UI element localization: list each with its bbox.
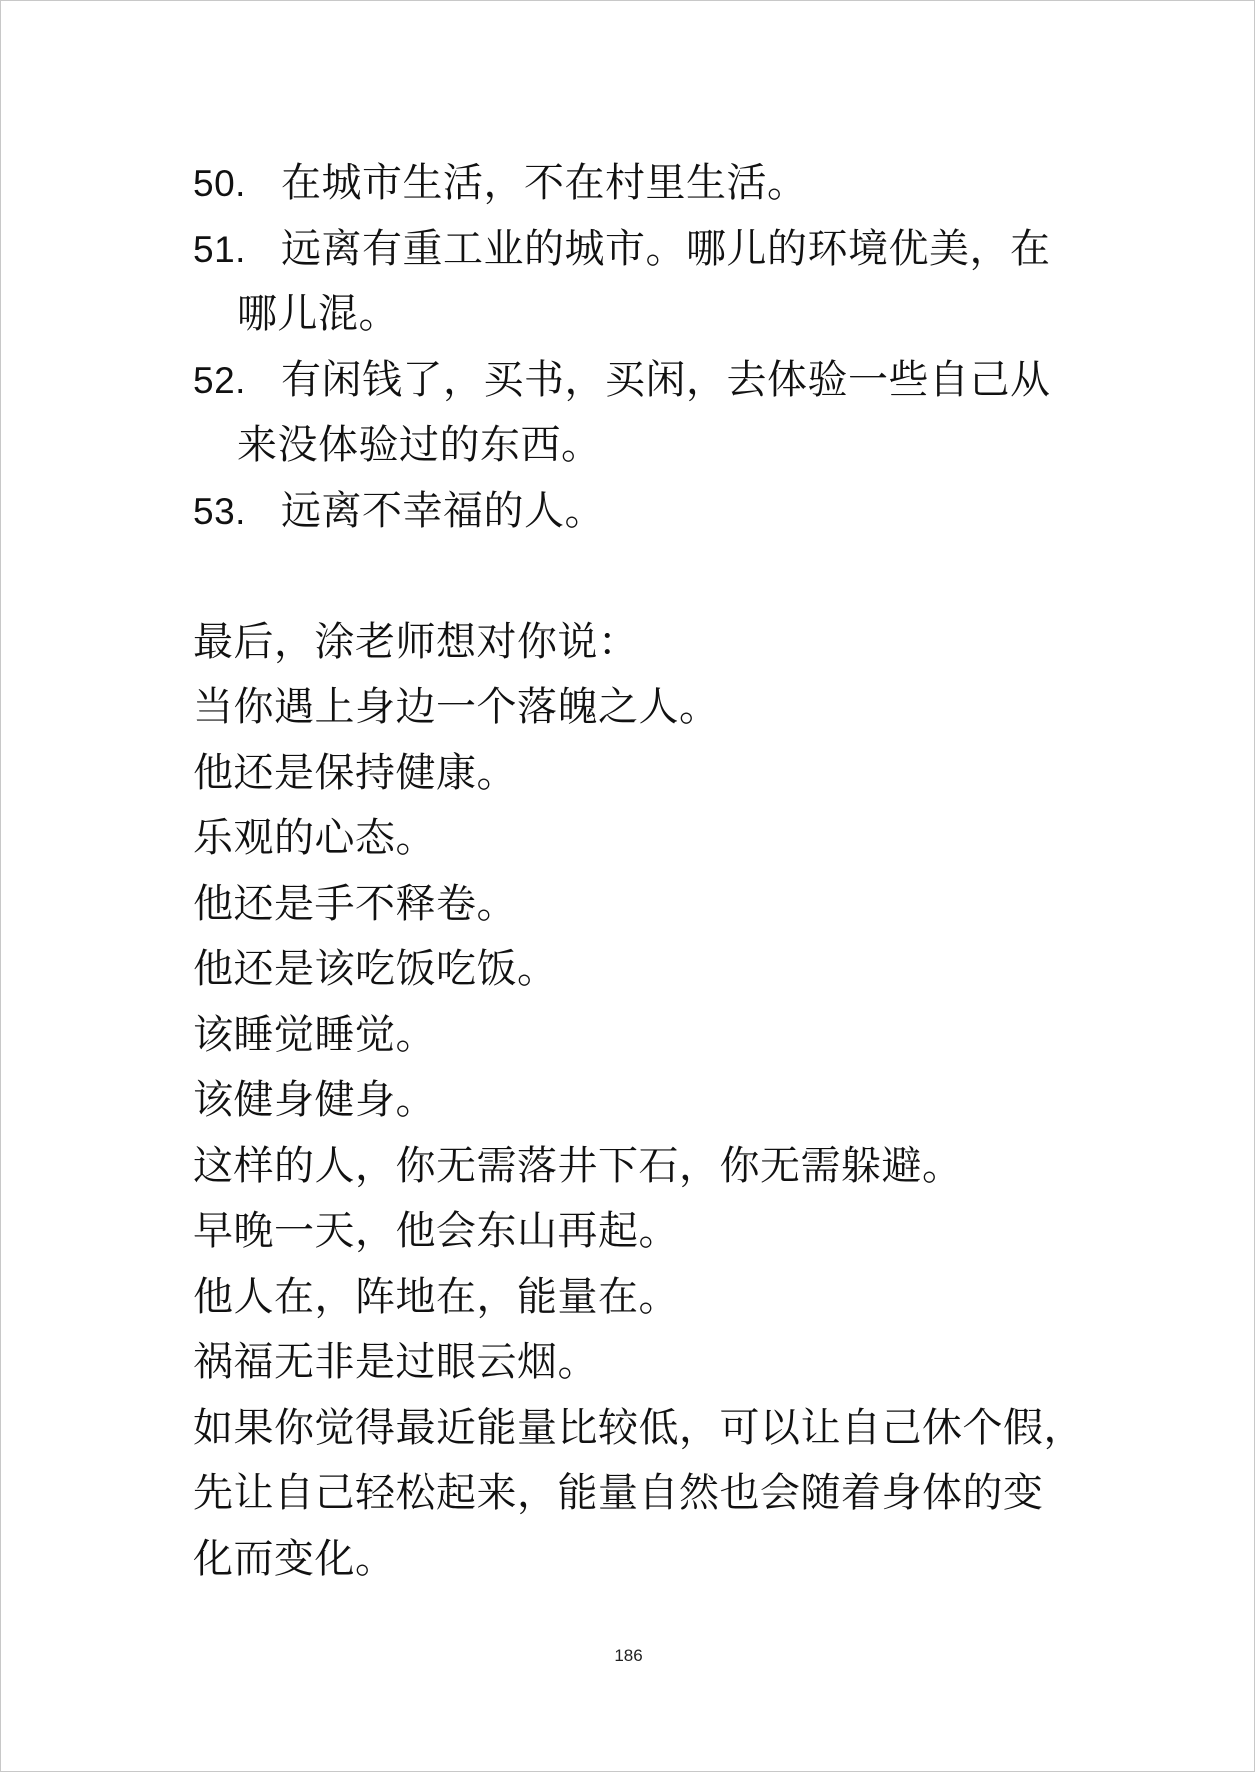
closing-line: 最后，涂老师想对你说：	[193, 618, 639, 665]
list-item-53	[193, 479, 1093, 545]
final-paragraph-line: 先让自己轻松起来，能量自然也会随着身体的变	[193, 1470, 1044, 1516]
closing-line: 他还是保持健康。	[193, 749, 517, 796]
page-content	[193, 151, 1093, 1592]
list-text: 在城市生活，不在村里生活。	[281, 160, 808, 206]
list-text: 远离有重工业的城市。哪儿的环境优美，在	[281, 225, 1051, 272]
list-number: 53.	[193, 490, 246, 532]
final-paragraph	[193, 1396, 1093, 1593]
list-text: 有闲钱了，买书，买闲，去体验一些自己从	[281, 356, 1051, 403]
list-text: 远离不幸福的人。	[281, 487, 605, 534]
closing-line: 当你遇上身边一个落魄之人。	[193, 684, 720, 730]
list-item-52	[193, 348, 1093, 479]
closing-line: 早晚一天，他会东山再起。	[193, 1208, 679, 1254]
list-number: 51.	[193, 228, 246, 270]
closing-line: 该睡觉睡觉。	[193, 1011, 436, 1058]
list-text-continuation: 来没体验过的东西。	[237, 422, 602, 468]
closing-line: 祸福无非是过眼云烟。	[193, 1339, 598, 1385]
closing-line: 他还是该吃饭吃饭。	[193, 946, 558, 992]
list-text-continuation: 哪儿混。	[237, 291, 399, 337]
list-number: 50.	[193, 163, 246, 204]
list-item-50	[193, 151, 1093, 217]
closing-line: 乐观的心态。	[193, 815, 436, 861]
final-paragraph-line: 如果你觉得最近能量比较低，可以让自己休个假，	[193, 1404, 1084, 1451]
blank-line	[193, 544, 1093, 610]
closing-line: 这样的人，你无需落井下石，你无需躲避。	[193, 1142, 963, 1189]
closing-line: 他人在，阵地在，能量在。	[193, 1273, 679, 1320]
list-number: 52.	[193, 359, 246, 401]
list-item-51	[193, 217, 1093, 348]
closing-line: 该健身健身。	[193, 1077, 436, 1123]
closing-line: 他还是手不释卷。	[193, 880, 517, 927]
final-paragraph-line: 化而变化。	[193, 1535, 396, 1582]
page-number: 186	[614, 1646, 643, 1665]
